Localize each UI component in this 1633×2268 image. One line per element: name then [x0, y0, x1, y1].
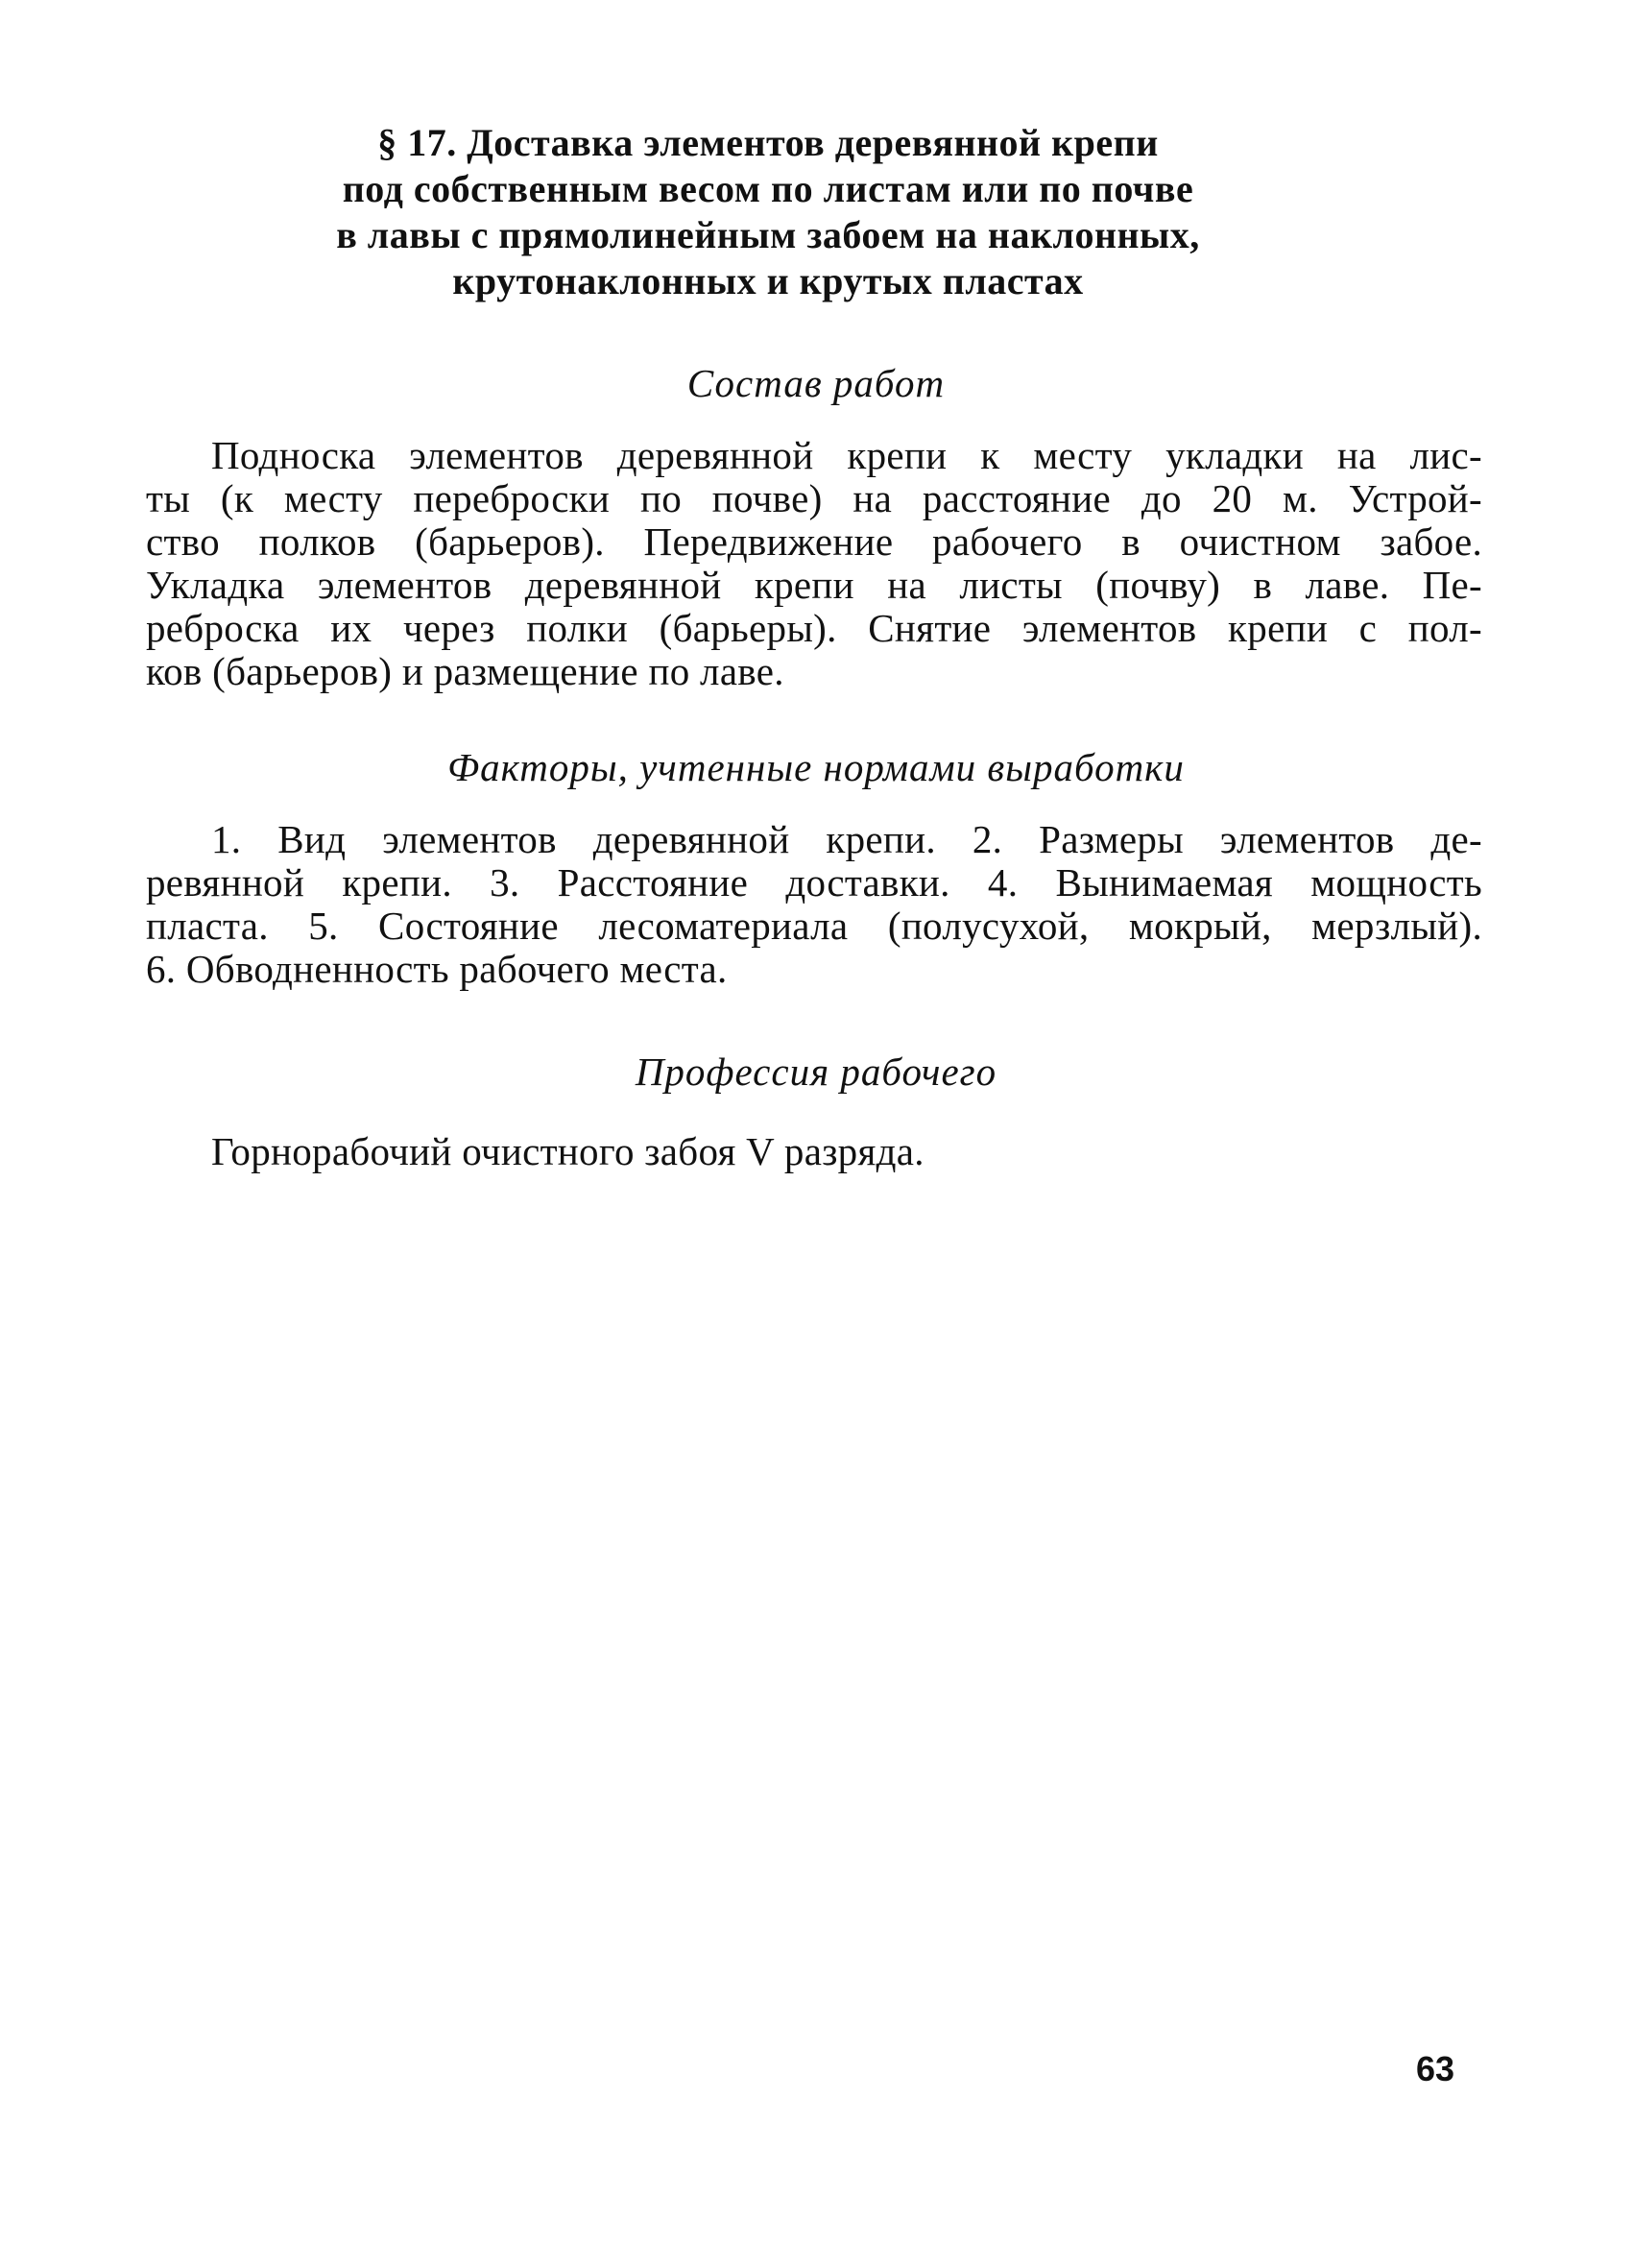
paragraph-line: ревянной крепи. 3. Расстояние доставки. 4. Вынимаемая мощность — [146, 860, 1482, 905]
paragraph-line: 6. Обводненность рабочего места. — [146, 947, 728, 991]
profession-text: Горнорабочий очистного забоя V разряда. — [211, 1129, 925, 1173]
heading-line: § 17. Доставка элементов деревянной крепи — [377, 121, 1159, 164]
paragraph-line: Подноска элементов деревянной крепи к месту укладки на лис- — [211, 433, 1482, 477]
factors-title: Факторы, учтенные нормами выработки — [447, 745, 1185, 789]
profession-title: Профессия рабочего — [635, 1050, 997, 1094]
heading-line: под собственным весом по листам или по почве — [342, 167, 1194, 210]
work-composition-paragraph — [146, 434, 1482, 693]
paragraph-line: ков (барьеров) и размещение по лаве. — [146, 649, 784, 693]
paragraph-line: пласта. 5. Состояние лесоматериала (полусухой, мокрый, мерзлый). — [146, 904, 1482, 948]
section-heading — [288, 120, 1248, 304]
paragraph-line: ство полков (барьеров). Передвижение рабочего в очистном забое. — [146, 519, 1482, 564]
heading-line: крутонаклонных и крутых пластах — [452, 259, 1084, 302]
work-composition-title: Состав работ — [686, 361, 946, 405]
factors-paragraph — [146, 818, 1482, 991]
paragraph-line: Укладка элементов деревянной крепи на листы (почву) в лаве. Пе- — [146, 563, 1482, 607]
heading-line: в лавы с прямолинейным забоем на наклонных, — [336, 213, 1200, 256]
paragraph-line: реброска их через полки (барьеры). Снятие элементов крепи с пол- — [146, 606, 1482, 650]
paragraph-line: 1. Вид элементов деревянной крепи. 2. Размеры элементов де- — [211, 817, 1482, 861]
page-number: 63 — [1416, 2049, 1455, 2088]
paragraph-line: ты (к месту переброски по почве) на расстояние до 20 м. Устрой- — [146, 476, 1482, 520]
